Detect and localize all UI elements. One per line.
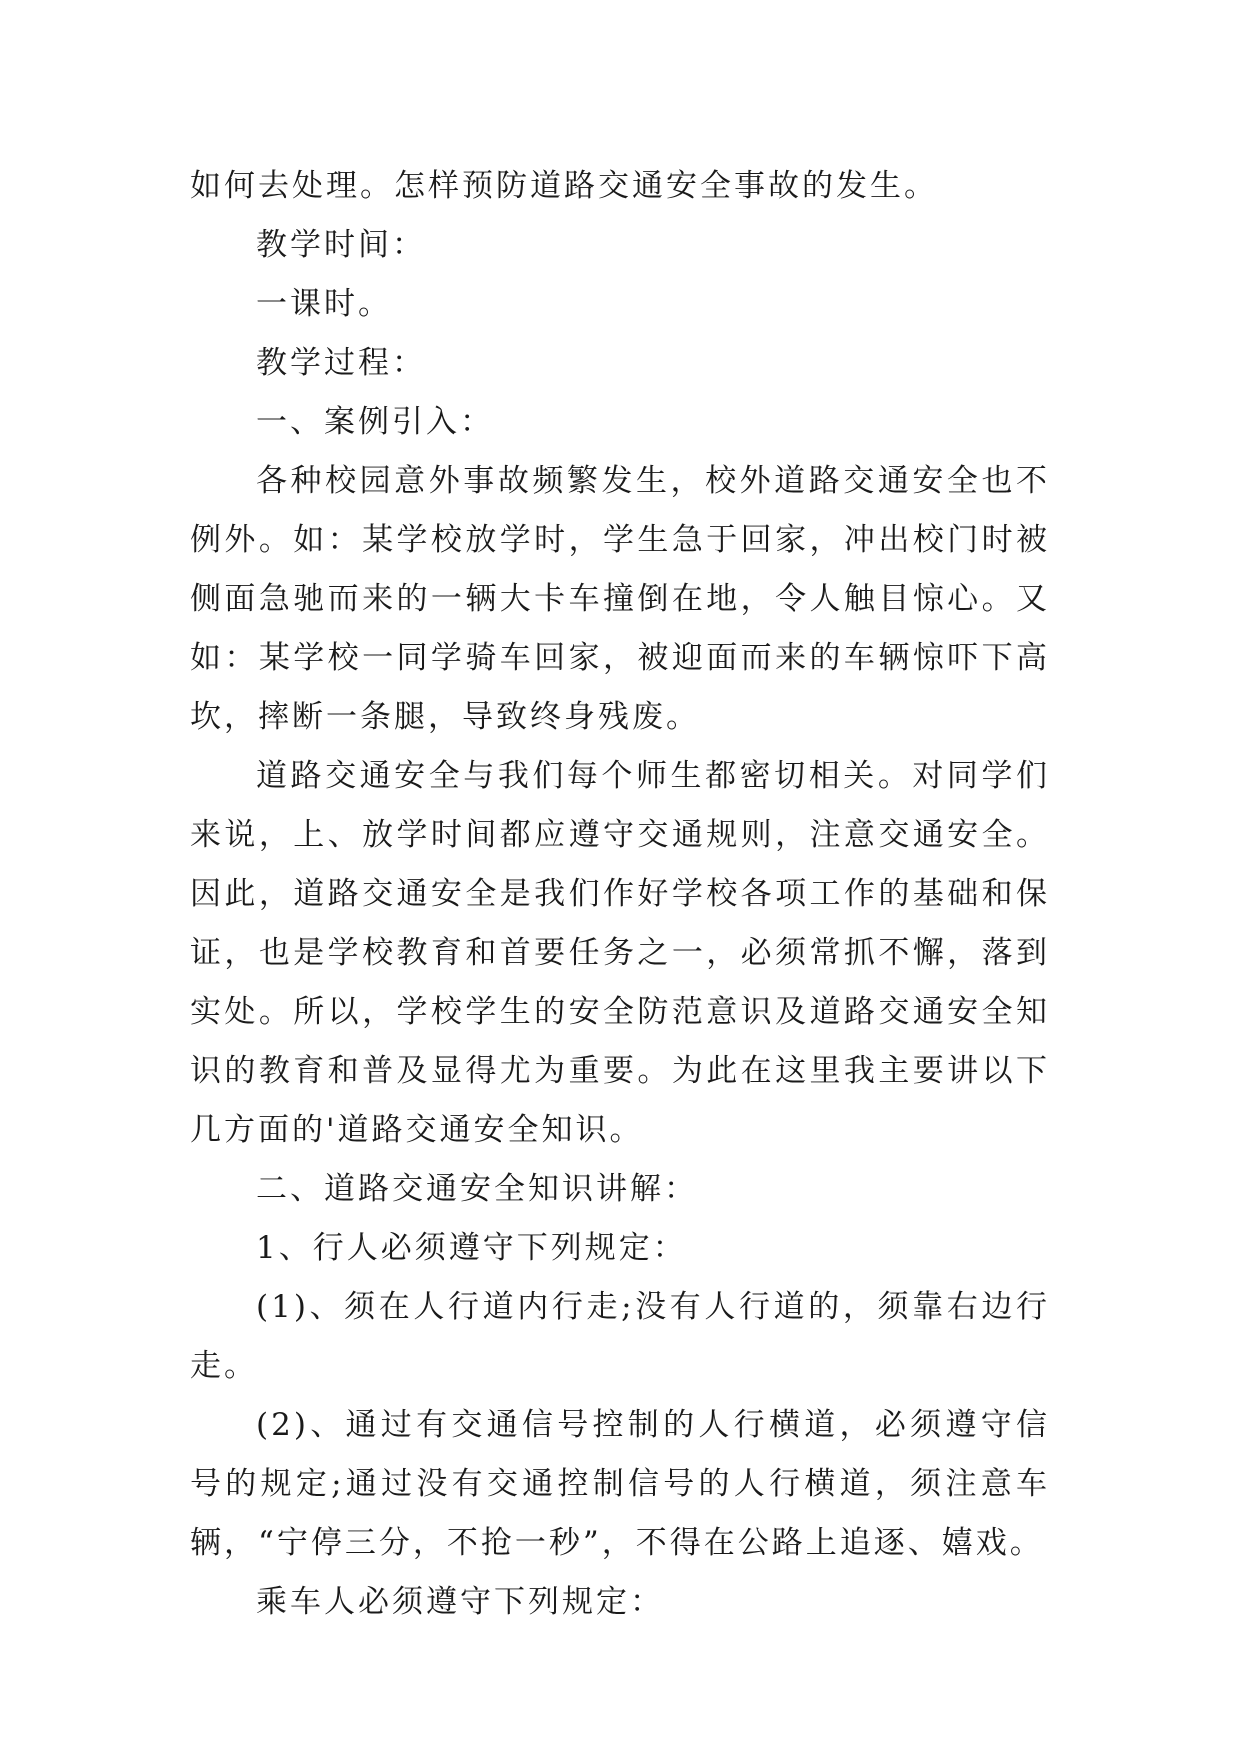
rule-heading-passengers: 乘车人必须遵守下列规定： xyxy=(256,1584,664,1620)
document-body xyxy=(190,157,1050,1632)
section-heading-knowledge: 二、道路交通安全知识讲解： xyxy=(256,1171,698,1207)
rule-item-2: (2)、通过有交通信号控制的人行横道，必须遵守信号的规定;通过没有交通控制信号的人行横道，须注意车辆，“宁停三分，不抢一秒”，不得在公路上追逐、嬉戏。 xyxy=(190,1407,1050,1561)
section-heading-case-intro: 一、案例引入： xyxy=(256,404,494,440)
paragraph-teaching-time-value: 一课时。 xyxy=(256,286,392,322)
paragraph-case-examples: 各种校园意外事故频繁发生，校外道路交通安全也不例外。如：某学校放学时，学生急于回家，冲出校门时被侧面急驰而来的一辆大卡车撞倒在地，令人触目惊心。又如：某学校一同学骑车回家，被迎面而来的车辆惊吓下高坎，摔断一条腿，导致终身残废。 xyxy=(190,463,1050,735)
paragraph-safety-importance: 道路交通安全与我们每个师生都密切相关。对同学们来说，上、放学时间都应遵守交通规则，注意交通安全。因此，道路交通安全是我们作好学校各项工作的基础和保证，也是学校教育和首要任务之一，必须常抓不懈，落到实处。所以，学校学生的安全防范意识及道路交通安全知识的教育和普及显得尤为重要。为此在这里我主要讲以下几方面的'道路交通安全知识。 xyxy=(190,758,1050,1148)
rule-heading-pedestrians: 1、行人必须遵守下列规定： xyxy=(256,1230,687,1266)
rule-item-1: (1)、须在人行道内行走;没有人行道的，须靠右边行走。 xyxy=(190,1289,1050,1384)
paragraph-teaching-time-heading: 教学时间： xyxy=(256,227,426,263)
paragraph-teaching-process-heading: 教学过程： xyxy=(256,345,426,381)
paragraph-continuation: 如何去处理。怎样预防道路交通安全事故的发生。 xyxy=(190,168,938,204)
